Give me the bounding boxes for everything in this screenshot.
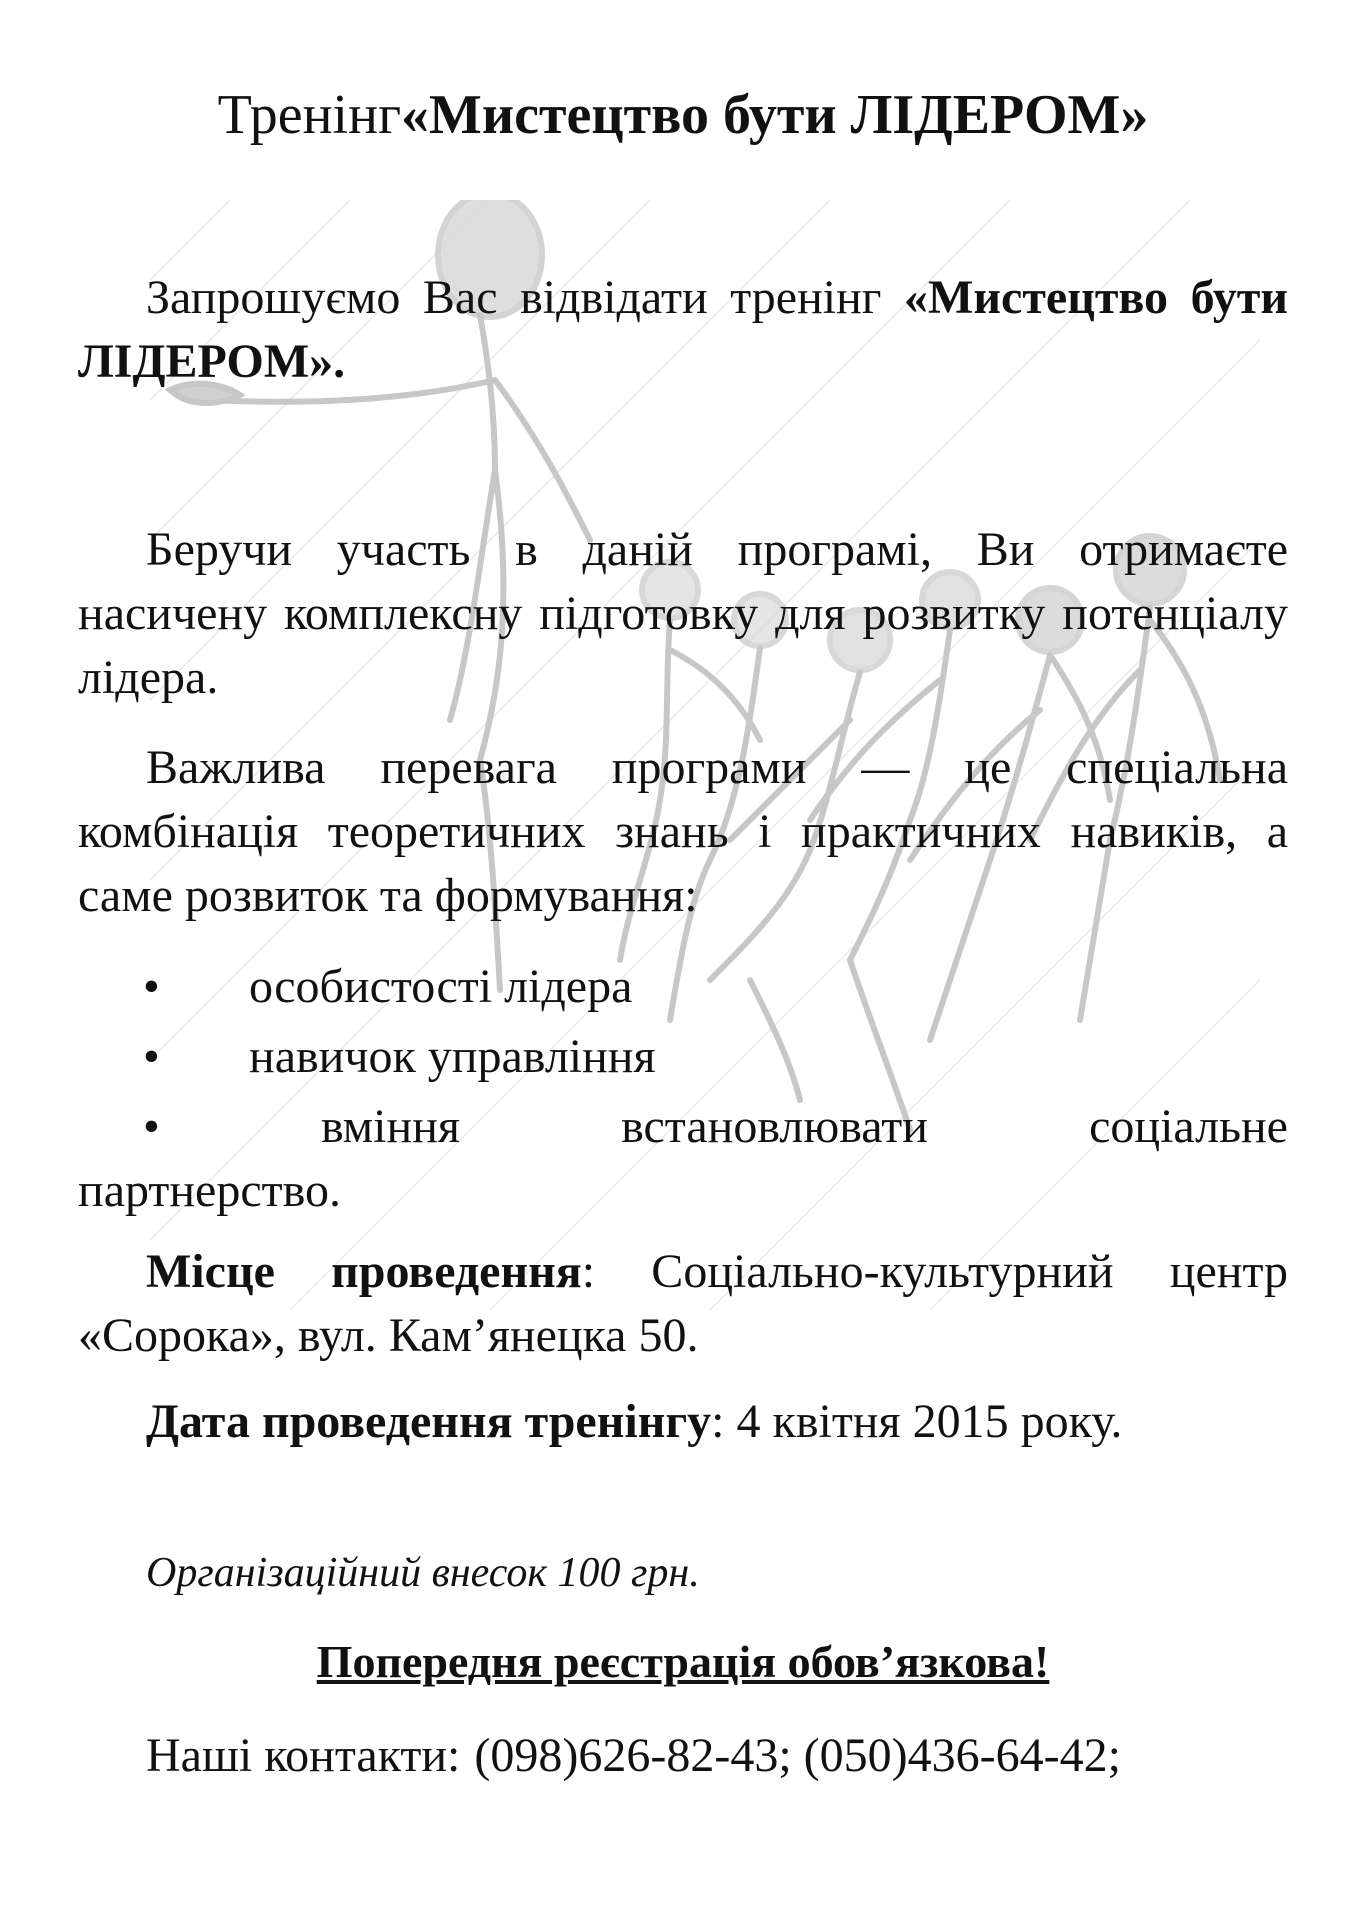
list-item-text: особистості лідера [249,960,633,1013]
list-item-word: вміння [320,1100,460,1153]
list-item-word: соціальне [1089,1100,1288,1153]
bullet-icon: • [143,960,160,1013]
venue-paragraph [78,1240,1288,1368]
intro-text: Запрошуємо Вас відвідати тренінг [146,271,882,324]
date-label: Дата проведення тренінгу [146,1395,712,1448]
list-item-word: встановлювати [621,1100,928,1153]
venue-label: Місце проведення [146,1245,582,1298]
intro-paragraph [78,266,1288,394]
list-item [143,1025,656,1089]
paragraph-benefits: Беручи участь в даній програмі, Ви отримаєте насичену комплексну підготовку для розвитку потенціалу лідера. [78,523,1288,704]
contacts-label: Наші контакти: [146,1729,461,1782]
contacts-line [146,1724,1135,1788]
intro-bold: «Мистецтво бути ЛІДЕРОМ». [78,271,1288,388]
date-paragraph [78,1390,1288,1454]
venue-text: : Соціально-культурний центр «Сорока», вул. Кам’янецка 50. [78,1245,1288,1362]
fee-note: Організаційний внесок 100 грн. [146,1550,700,1596]
bullet-icon: • [143,1030,160,1083]
list-item [143,955,632,1019]
paragraph-advantage: Важлива перевага програми — це спеціальна комбінація теоретичних знань і практичних навиків, а саме розвиток та формування: [78,741,1288,922]
date-text: : 4 квітня 2015 року. [711,1395,1123,1448]
contacts-phones[interactable]: (098)626-82-43; (050)436-64-42; [474,1729,1121,1782]
title-bold: «Мистецтво бути ЛІДЕРОМ» [401,84,1149,146]
page-title [0,80,1366,150]
registration-notice: Попередня реєстрація обов’язкова! [316,1636,1050,1687]
list-item-continuation: партнерство. [78,1164,341,1217]
title-prefix: Тренінг [217,84,402,146]
list-item [143,1095,1288,1159]
bullet-icon: • [143,1100,160,1153]
list-item-text: навичок управління [249,1030,656,1083]
